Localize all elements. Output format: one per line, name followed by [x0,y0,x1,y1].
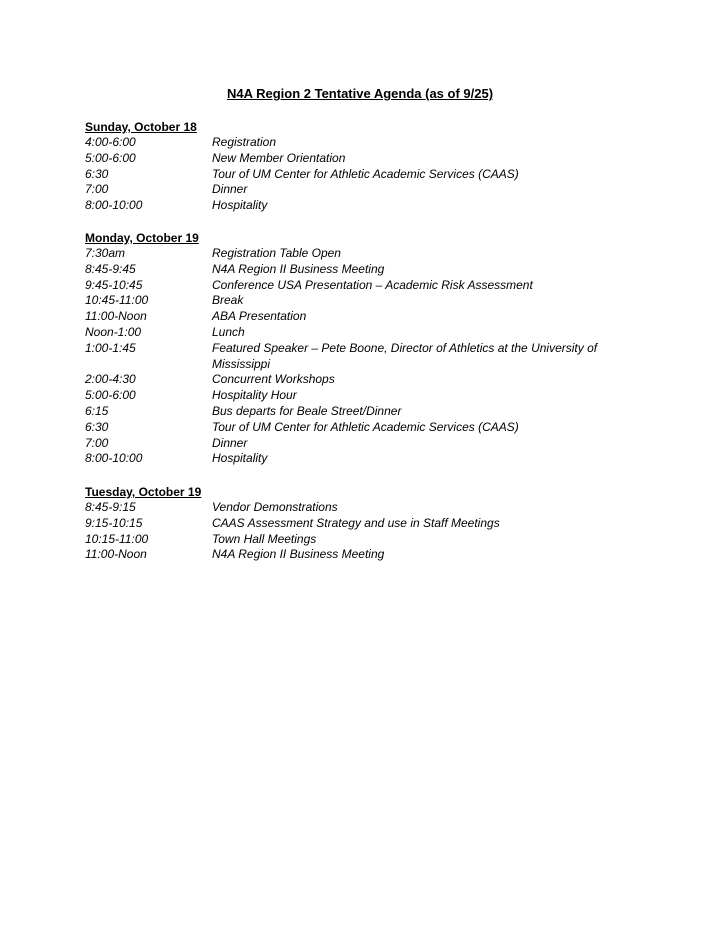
day-heading: Tuesday, October 19 [85,485,202,499]
schedule-event: Tour of UM Center for Athletic Academic Services (CAAS) [212,419,519,434]
schedule-time: 7:00 [85,435,109,450]
page-title: N4A Region 2 Tentative Agenda (as of 9/25) [226,86,494,101]
schedule-time: 11:00-Noon [85,309,147,324]
schedule-row [85,246,645,262]
schedule-event: Dinner [212,182,248,197]
schedule-time: 5:00-6:00 [85,150,136,165]
schedule-row [85,516,645,532]
schedule-list [85,135,645,214]
schedule-event: Tour of UM Center for Athletic Academic Services (CAAS) [212,166,519,181]
schedule-time: 4:00-6:00 [85,135,136,149]
schedule-list [85,500,645,563]
schedule-event: Hospitality [212,198,268,213]
schedule-row [85,293,645,309]
schedule-time: 7:30am [85,246,126,260]
schedule-row [85,404,645,420]
schedule-time: 8:00-10:00 [85,451,143,466]
day-heading: Sunday, October 18 [85,120,197,134]
schedule-event: N4A Region II Business Meeting [212,261,385,276]
schedule-time: 7:00 [85,182,109,197]
schedule-event: Registration [212,135,277,149]
schedule-row [85,451,645,467]
schedule-row [85,547,645,563]
schedule-time: 9:15-10:15 [85,515,143,530]
schedule-time: 6:30 [85,166,109,181]
schedule-time: 9:45-10:45 [85,277,143,292]
schedule-event: Hospitality [212,451,268,466]
schedule-event: CAAS Assessment Strategy and use in Staff Meetings [212,515,500,530]
schedule-row [85,151,645,167]
schedule-event: Concurrent Workshops [212,372,335,387]
schedule-time: 8:45-9:15 [85,500,136,514]
schedule-row [85,341,645,373]
schedule-row [85,436,645,452]
schedule-row [85,167,645,183]
day-section-sunday [85,119,645,214]
schedule-row [85,198,645,214]
schedule-list [85,246,645,467]
schedule-time: 5:00-6:00 [85,388,136,403]
schedule-time: 2:00-4:30 [85,372,136,387]
schedule-row [85,325,645,341]
schedule-time: 11:00-Noon [85,547,147,562]
schedule-row [85,135,645,151]
schedule-event: Break [212,293,244,308]
schedule-event: Lunch [212,324,245,339]
schedule-row [85,372,645,388]
schedule-time: 6:30 [85,419,109,434]
schedule-row [85,182,645,198]
schedule-event: N4A Region II Business Meeting [212,547,385,562]
schedule-event: Featured Speaker – Pete Boone, Director of Athletics at the University of Mississippi [212,340,598,371]
schedule-row [85,532,645,548]
schedule-time: 10:15-11:00 [85,531,149,546]
schedule-event: Hospitality Hour [212,388,297,403]
schedule-event: New Member Orientation [212,150,346,165]
schedule-row [85,420,645,436]
day-heading: Monday, October 19 [85,231,199,245]
schedule-row [85,262,645,278]
schedule-event: Vendor Demonstrations [212,500,338,514]
day-section-tuesday [85,484,645,563]
schedule-time: 6:15 [85,403,109,418]
schedule-event: ABA Presentation [212,309,307,324]
schedule-event: Bus departs for Beale Street/Dinner [212,403,402,418]
schedule-time: Noon-1:00 [85,324,142,339]
schedule-row [85,278,645,294]
schedule-event: Registration Table Open [212,246,341,260]
schedule-time: 8:00-10:00 [85,198,143,213]
schedule-row [85,309,645,325]
schedule-row [85,388,645,404]
schedule-event: Conference USA Presentation – Academic Risk Assessment [212,277,533,292]
schedule-event: Town Hall Meetings [212,531,317,546]
schedule-time: 10:45-11:00 [85,293,149,308]
schedule-row [85,500,645,516]
schedule-event: Dinner [212,435,248,450]
schedule-time: 1:00-1:45 [85,340,136,355]
schedule-time: 8:45-9:45 [85,261,136,276]
day-section-monday [85,230,645,467]
